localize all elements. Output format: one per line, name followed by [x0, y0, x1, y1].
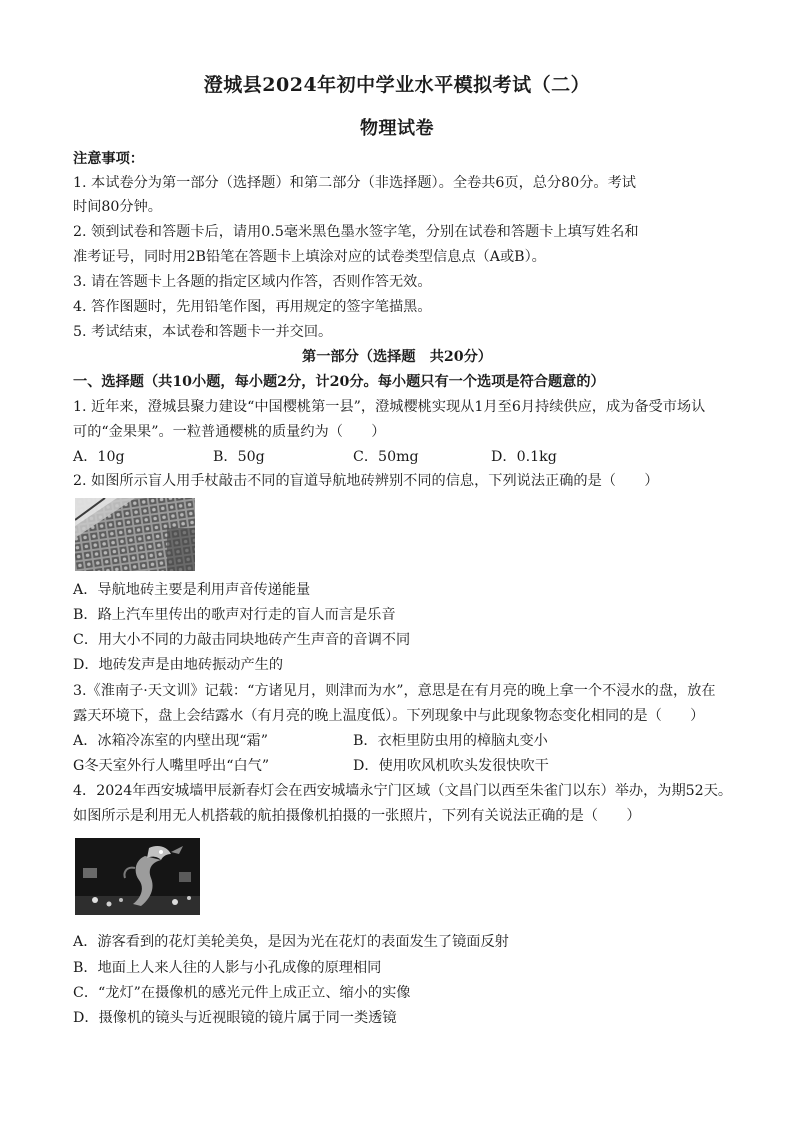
notice-line: 3. 请在答题卡上各题的指定区域内作答，否则作答无效。 — [73, 274, 432, 290]
option-c: C．50mg — [353, 449, 419, 465]
q4-option-c: C．“龙灯”在摄像机的感光元件上成正立、缩小的实像 — [73, 985, 411, 1001]
notice-line: 2. 领到试卷和答题卡后，请用0.5毫米黑色墨水签字笔，分别在试卷和答题卡上填写姓名和 — [73, 224, 639, 240]
q4-option-d: D．摄像机的镜头与近视眼镜的镜片属于同一类透镜 — [73, 1010, 397, 1026]
option-a: A．10g — [73, 449, 125, 465]
notice-heading: 注意事项： — [73, 151, 144, 167]
tactile-paving-image — [75, 498, 195, 571]
exam-title: 澄城县2024年初中学业水平模拟考试（二） — [203, 74, 591, 96]
q4-option-a: A．游客看到的花灯美轮美奂，是因为光在花灯的表面发生了镜面反射 — [73, 934, 509, 950]
option-d: D．使用吹风机吹头发很快吹干 — [353, 758, 549, 774]
q2-option-b: B．路上汽车里传出的歌声对行走的盲人而言是乐音 — [73, 607, 396, 623]
q1-stem: 可的“金果果”。一粒普通樱桃的质量约为（ ） — [73, 424, 386, 440]
q2-stem: 2. 如图所示盲人用手杖敲击不同的盲道导航地砖辨别不同的信息，下列说法正确的是（ ） — [73, 473, 659, 489]
q1-options — [73, 448, 723, 466]
q3-stem: 3.《淮南子·天文训》记载：“方诸见月，则津而为水”，意思是在有月亮的晚上拿一个不浸水的盘，放在 — [73, 683, 716, 699]
q2-option-c: C．用大小不同的力敲击同块地砖产生声音的音调不同 — [73, 632, 411, 648]
notice-line: 准考证号，同时用2B铅笔在答题卡上填涂对应的试卷类型信息点（A或B）。 — [73, 249, 546, 265]
option-a: A．冰箱冷冻室的内壁出现“霜” — [73, 733, 269, 749]
option-b: B．衣柜里防虫用的樟脑丸变小 — [353, 733, 548, 749]
notice-line: 5. 考试结束，本试卷和答题卡一并交回。 — [73, 324, 333, 340]
dragon-lantern-image — [75, 838, 200, 915]
tactile-paving-photo — [75, 498, 195, 571]
option-b: B．50g — [213, 449, 265, 465]
option-d: D．0.1kg — [491, 449, 557, 465]
dragon-lantern-photo — [75, 838, 200, 915]
notice-line: 1. 本试卷分为第一部分（选择题）和第二部分（非选择题）。全卷共6页，总分80分。考试 — [73, 175, 636, 191]
q4-stem: 如图所示是利用无人机搭载的航拍摄像机拍摄的一张照片，下列有关说法正确的是（ ） — [73, 808, 641, 824]
q3-options-row2 — [73, 757, 723, 775]
section-heading: 一、选择题（共10小题，每小题2分，计20分。每小题只有一个选项是符合题意的） — [73, 374, 605, 390]
notice-line: 4. 答作图题时，先用铅笔作图，再用规定的签字笔描黑。 — [73, 299, 432, 315]
q4-option-b: B．地面上人来人往的人影与小孔成像的原理相同 — [73, 960, 382, 976]
q3-options-row1 — [73, 732, 723, 750]
q2-option-a: A．导航地砖主要是利用声音传递能量 — [73, 582, 311, 598]
exam-subtitle: 物理试卷 — [360, 118, 434, 139]
q2-option-d: D．地砖发声是由地砖振动产生的 — [73, 657, 284, 673]
part1-heading: 第一部分（选择题 共20分） — [302, 349, 492, 365]
q3-stem: 露天环境下，盘上会结露水（有月亮的晚上温度低）。下列现象中与此现象物态变化相同的是（ ） — [73, 708, 705, 724]
notice-line: 时间80分钟。 — [73, 199, 162, 215]
option-c: G冬天室外行人嘴里呼出“白气” — [73, 758, 270, 774]
q4-stem: 4．2024年西安城墙甲辰新春灯会在西安城墙永宁门区域（文昌门以西至朱雀门以东）举办，为期52天。 — [73, 783, 733, 799]
q1-stem: 1. 近年来，澄城县聚力建设“中国樱桃第一县”，澄城樱桃实现从1月至6月持续供应，成为备受市场认 — [73, 399, 706, 415]
